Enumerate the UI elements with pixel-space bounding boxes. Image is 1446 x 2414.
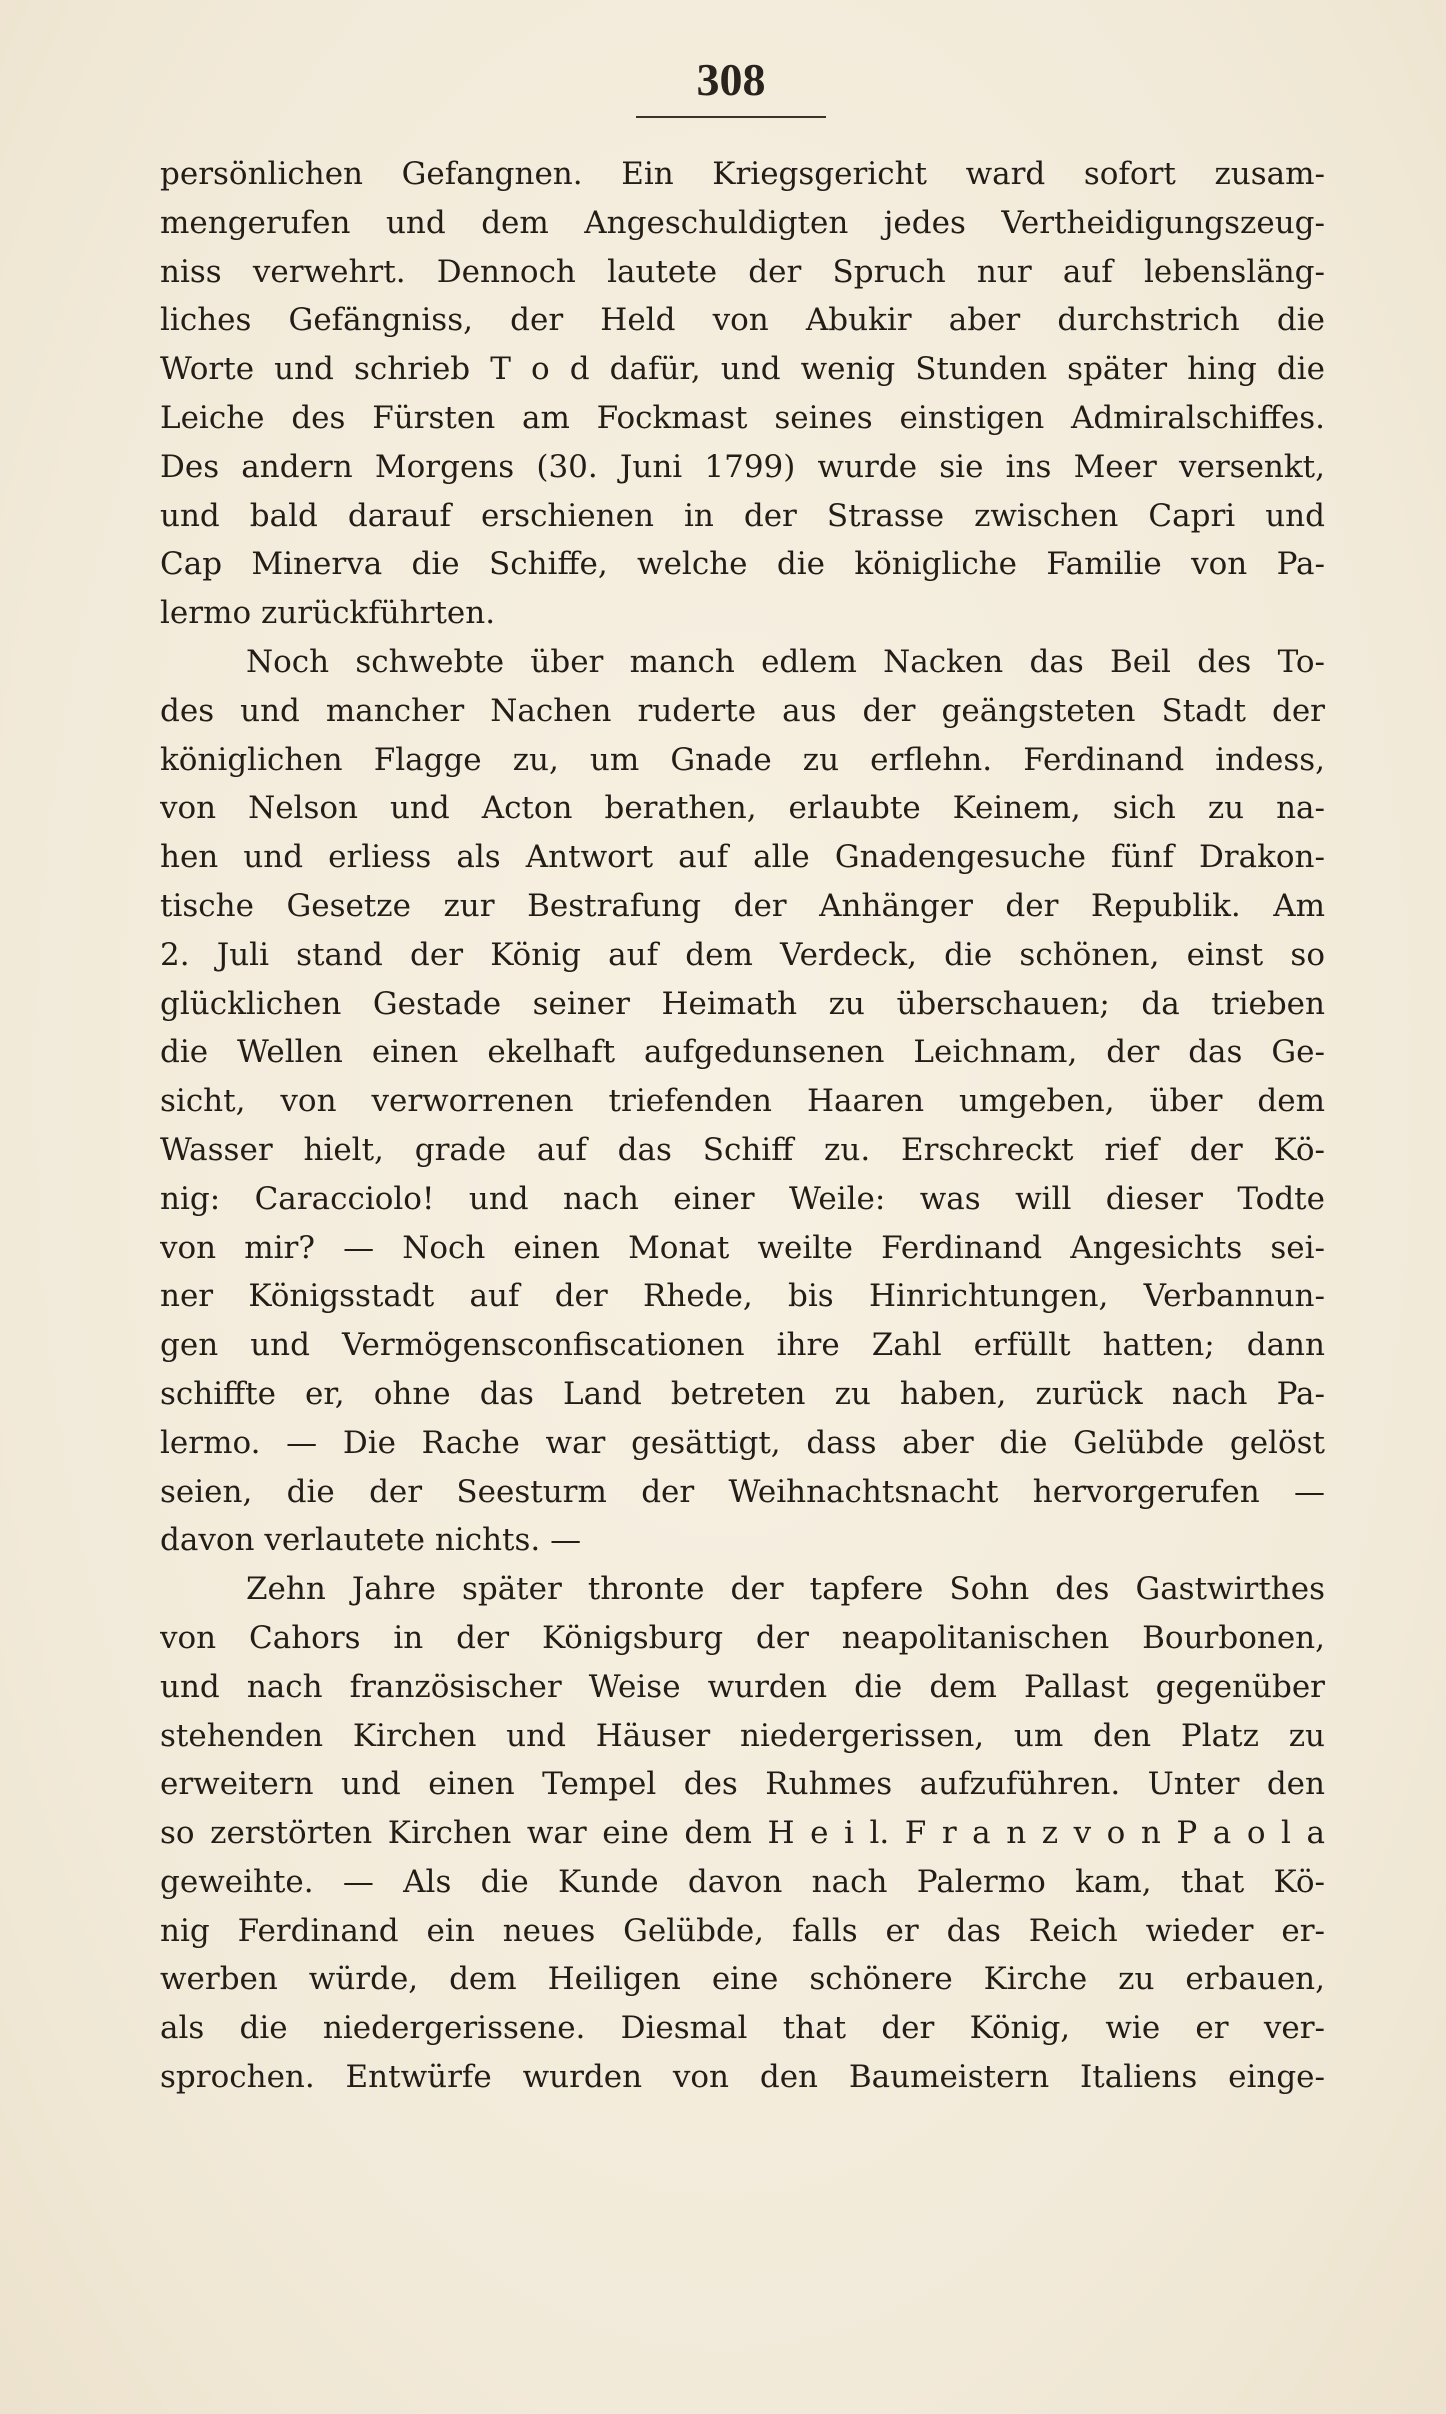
text-line: niss verwehrt. Dennoch lautete der Spruch nur auf lebensläng- xyxy=(160,253,1325,290)
header-rule xyxy=(636,116,826,118)
text-line: Cap Minerva die Schiffe, welche die königliche Familie von Pa- xyxy=(160,546,1325,583)
text-line: und nach französischer Weise wurden die dem Pallast gegenüber xyxy=(160,1668,1325,1705)
text-line: nig Ferdinand ein neues Gelübde, falls er das Reich wieder er- xyxy=(160,1912,1325,1949)
text-line: geweihte. — Als die Kunde davon nach Palermo kam, that Kö- xyxy=(160,1863,1325,1900)
text-line: und bald darauf erschienen in der Strasse zwischen Capri und xyxy=(160,497,1325,534)
text-line: von Cahors in der Königsburg der neapolitanischen Bourbonen, xyxy=(160,1619,1325,1656)
text-line: sicht, von verworrenen triefenden Haaren umgeben, über dem xyxy=(160,1083,1325,1120)
text-line: werben würde, dem Heiligen eine schönere Kirche zu erbauen, xyxy=(160,1961,1325,1998)
text-line: von mir? — Noch einen Monat weilte Ferdinand Angesichts sei- xyxy=(160,1229,1325,1266)
text-line: Wasser hielt, grade auf das Schiff zu. Erschreckt rief der Kö- xyxy=(160,1131,1325,1168)
page-number: 308 xyxy=(696,54,766,105)
text-line: mengerufen und dem Angeschuldigten jedes Vertheidigungszeug- xyxy=(160,204,1325,241)
text-line: persönlichen Gefangnen. Ein Kriegsgericht ward sofort zusam- xyxy=(160,156,1325,192)
text-line: königlichen Flagge zu, um Gnade zu erflehn. Ferdinand indess, xyxy=(160,741,1325,778)
text-line: erweitern und einen Tempel des Ruhmes aufzuführen. Unter den xyxy=(160,1766,1325,1803)
text-line: sprochen. Entwürfe wurden von den Baumeistern Italiens einge- xyxy=(160,2059,1325,2096)
text-line: von Nelson und Acton berathen, erlaubte Keinem, sich zu na- xyxy=(160,790,1325,827)
text-line: glücklichen Gestade seiner Heimath zu überschauen; da trieben xyxy=(160,985,1325,1022)
body-text xyxy=(160,150,1325,2102)
text-line: Leiche des Fürsten am Fockmast seines einstigen Admiralschiffes. xyxy=(160,399,1325,436)
text-line: Noch schwebte über manch edlem Nacken das Beil des To- xyxy=(246,643,1325,680)
text-line: hen und erliess als Antwort auf alle Gnadengesuche fünf Drakon- xyxy=(160,839,1325,876)
text-line: lermo. — Die Rache war gesättigt, dass aber die Gelübde gelöst xyxy=(160,1424,1325,1461)
text-line: schiffte er, ohne das Land betreten zu haben, zurück nach Pa- xyxy=(160,1375,1325,1412)
text-line: 2. Juli stand der König auf dem Verdeck, die schönen, einst so xyxy=(160,936,1325,973)
text-line: so zerstörten Kirchen war eine dem H e i l. F r a n z v o n P a o l a xyxy=(160,1815,1325,1852)
text-line: davon verlautete nichts. — xyxy=(160,1522,582,1559)
text-line: die Wellen einen ekelhaft aufgedunsenen Leichnam, der das Ge- xyxy=(160,1034,1325,1071)
text-line: gen und Vermögensconfiscationen ihre Zahl erfüllt hatten; dann xyxy=(160,1327,1325,1364)
text-line: liches Gefängniss, der Held von Abukir aber durchstrich die xyxy=(160,302,1325,339)
text-line: seien, die der Seesturm der Weihnachtsnacht hervorgerufen — xyxy=(160,1473,1325,1510)
text-line: stehenden Kirchen und Häuser niedergerissen, um den Platz zu xyxy=(160,1717,1325,1754)
text-line: ner Königsstadt auf der Rhede, bis Hinrichtungen, Verbannun- xyxy=(160,1278,1325,1315)
text-line: Zehn Jahre später thronte der tapfere Sohn des Gastwirthes xyxy=(246,1571,1325,1608)
text-line: Des andern Morgens (30. Juni 1799) wurde sie ins Meer versenkt, xyxy=(160,448,1325,485)
text-line: des und mancher Nachen ruderte aus der geängsteten Stadt der xyxy=(160,692,1325,729)
text-line: tische Gesetze zur Bestrafung der Anhänger der Republik. Am xyxy=(160,887,1325,924)
text-line: lermo zurückführten. xyxy=(160,595,496,632)
text-line: als die niedergerissene. Diesmal that der König, wie er ver- xyxy=(160,2010,1325,2047)
text-line: nig: Caracciolo! und nach einer Weile: was will dieser Todte xyxy=(160,1180,1325,1217)
text-line: Worte und schrieb T o d dafür, und wenig Stunden später hing die xyxy=(160,351,1325,388)
